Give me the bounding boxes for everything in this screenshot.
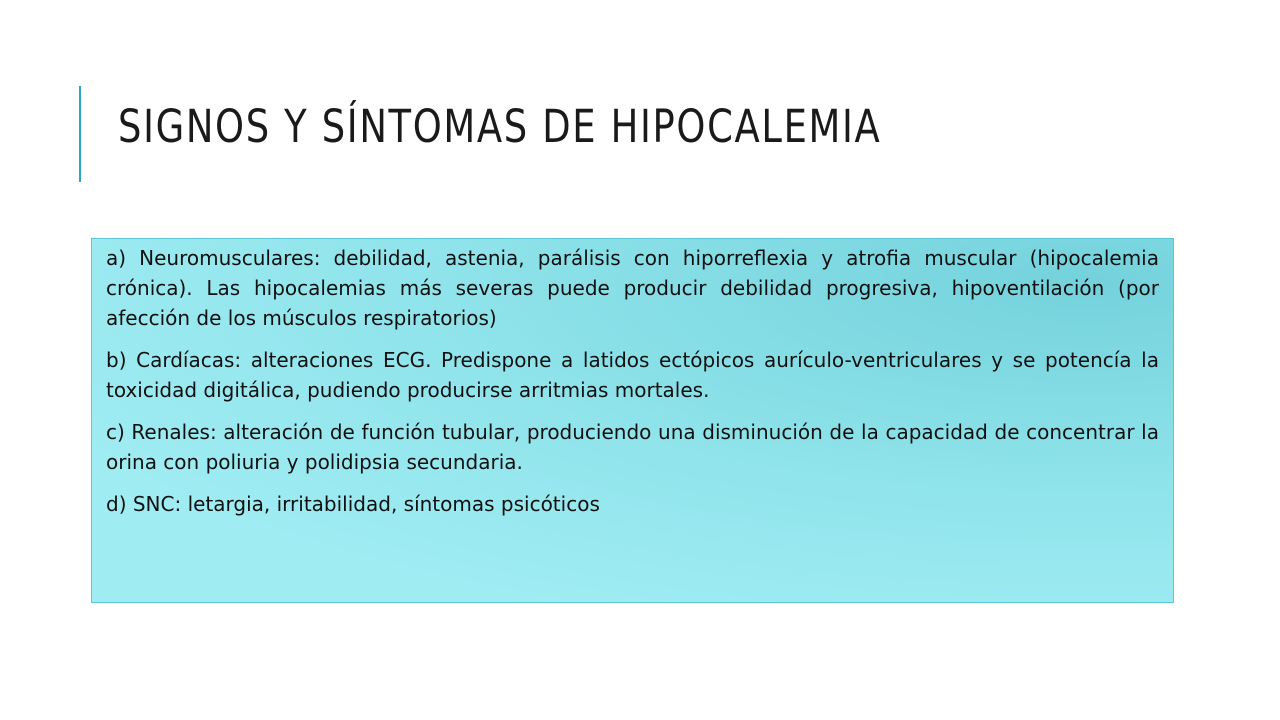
paragraph-neuromuscular: a) Neuromusculares: debilidad, astenia, parálisis con hiporreflexia y atrofia muscular (hipocalemia crónica). Las hipocalemias más severas puede producir debilidad progresiva, hipoventilación (por afección de los músculos respiratorios) — [106, 246, 1159, 330]
title-accent-bar — [79, 86, 81, 182]
content-box — [91, 238, 1174, 603]
paragraph-cns: d) SNC: letargia, irritabilidad, síntomas psicóticos — [106, 492, 600, 516]
slide-title: SIGNOS Y SÍNTOMAS DE HIPOCALEMIA — [118, 100, 882, 153]
paragraph-renal: c) Renales: alteración de función tubular, produciendo una disminución de la capacidad de concentrar la orina con poliuria y polidipsia secundaria. — [106, 420, 1159, 474]
paragraph-cardiac: b) Cardíacas: alteraciones ECG. Predispone a latidos ectópicos aurículo-ventriculares y se potencía la toxicidad digitálica, pudiendo producirse arritmias mortales. — [106, 348, 1159, 402]
